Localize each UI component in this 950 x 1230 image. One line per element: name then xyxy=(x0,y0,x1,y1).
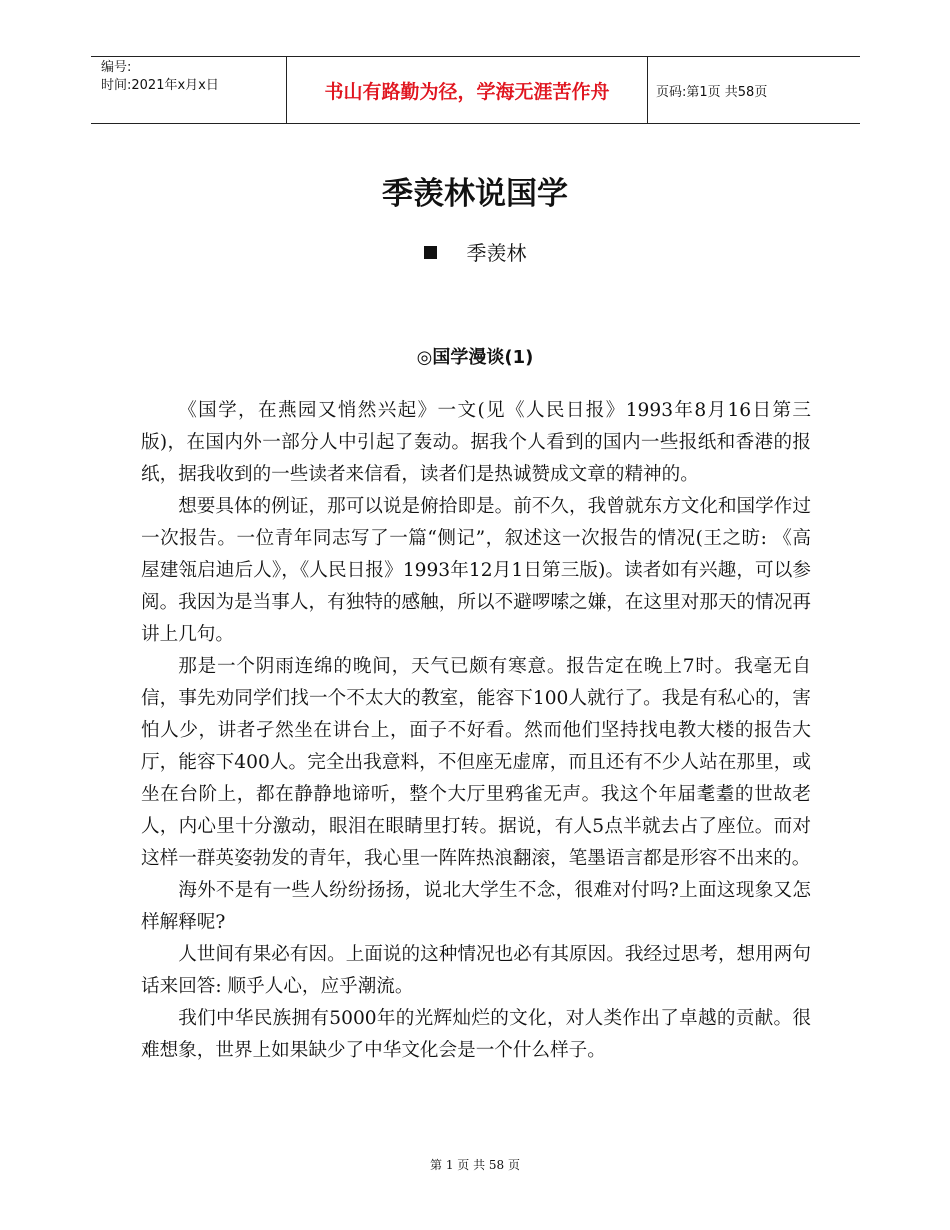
paragraph: 那是一个阴雨连绵的晚间，天气已颇有寒意。报告定在晚上7时。我毫无自信，事先劝同学们找一个不太大的教室，能容下100人就行了。我是有私心的，害怕人少，讲者孑然坐在讲台上，面子不好看。然而他们坚持找电教大楼的报告大厅，能容下400人。完全出我意料，不但座无虚席，而且还有不少人站在那里，或坐在台阶上，都在静静地谛听，整个大厅里鸦雀无声。我这个年届耄耋的世故老人，内心里十分激动，眼泪在眼睛里打转。据说，有人5点半就去占了座位。而对这样一群英姿勃发的青年，我心里一阵阵热浪翻滚，笔墨语言都是形容不出来的。 xyxy=(141,656,811,869)
document-number-label: 编号: xyxy=(101,60,132,75)
header-meta xyxy=(101,59,286,121)
paragraph: 我们中华民族拥有5000年的光辉灿烂的文化，对人类作出了卓越的贡献。很难想象，世界上如果缺少了中华文化会是一个什么样子。 xyxy=(141,1008,811,1061)
page-footer: 第 1 页 共 58 页 xyxy=(430,1158,520,1172)
author-line xyxy=(0,237,950,266)
page-header xyxy=(91,56,860,124)
paragraph: 想要具体的例证，那可以说是俯拾即是。前不久，我曾就东方文化和国学作过一次报告。一位青年同志写了一篇“侧记”，叙述这一次报告的情况(王之昉: 《高屋建瓴启迪后人》，《人民日报》1993年12月1日第三版)。读者如有兴趣，可以参阅。我因为是当事人，有独特的感触，所以不避啰嗦之嫌，在这里对那天的情况再讲上几句。 xyxy=(141,496,811,645)
header-motto: 书山有路勤为径，学海无涯苦作舟 xyxy=(286,57,648,123)
document-title: 季羡林说国学 xyxy=(382,176,568,212)
author-name: 季羡林 xyxy=(466,241,527,265)
section-title: ◎国学漫谈(1) xyxy=(416,347,534,368)
paragraph: 海外不是有一些人纷纷扬扬，说北大学生不念，很难对付吗?上面这现象又怎样解释呢? xyxy=(141,880,811,933)
square-bullet-icon xyxy=(424,246,437,259)
header-page-number: 页码:第1页 共58页 xyxy=(656,84,768,100)
paragraph: 《国学，在燕园又悄然兴起》一文(见《人民日报》1993年8月16日第三版)，在国内外一部分人中引起了轰动。据我个人看到的国内一些报纸和香港的报纸，据我收到的一些读者来信看，读者们是热诚赞成文章的精神的。 xyxy=(141,400,811,485)
paragraph: 人世间有果必有因。上面说的这种情况也必有其原因。我经过思考，想用两句话来回答: 顺乎人心，应乎潮流。 xyxy=(141,944,811,997)
document-date: 时间:2021年x月x日 xyxy=(101,78,219,93)
body-text xyxy=(141,395,811,1067)
